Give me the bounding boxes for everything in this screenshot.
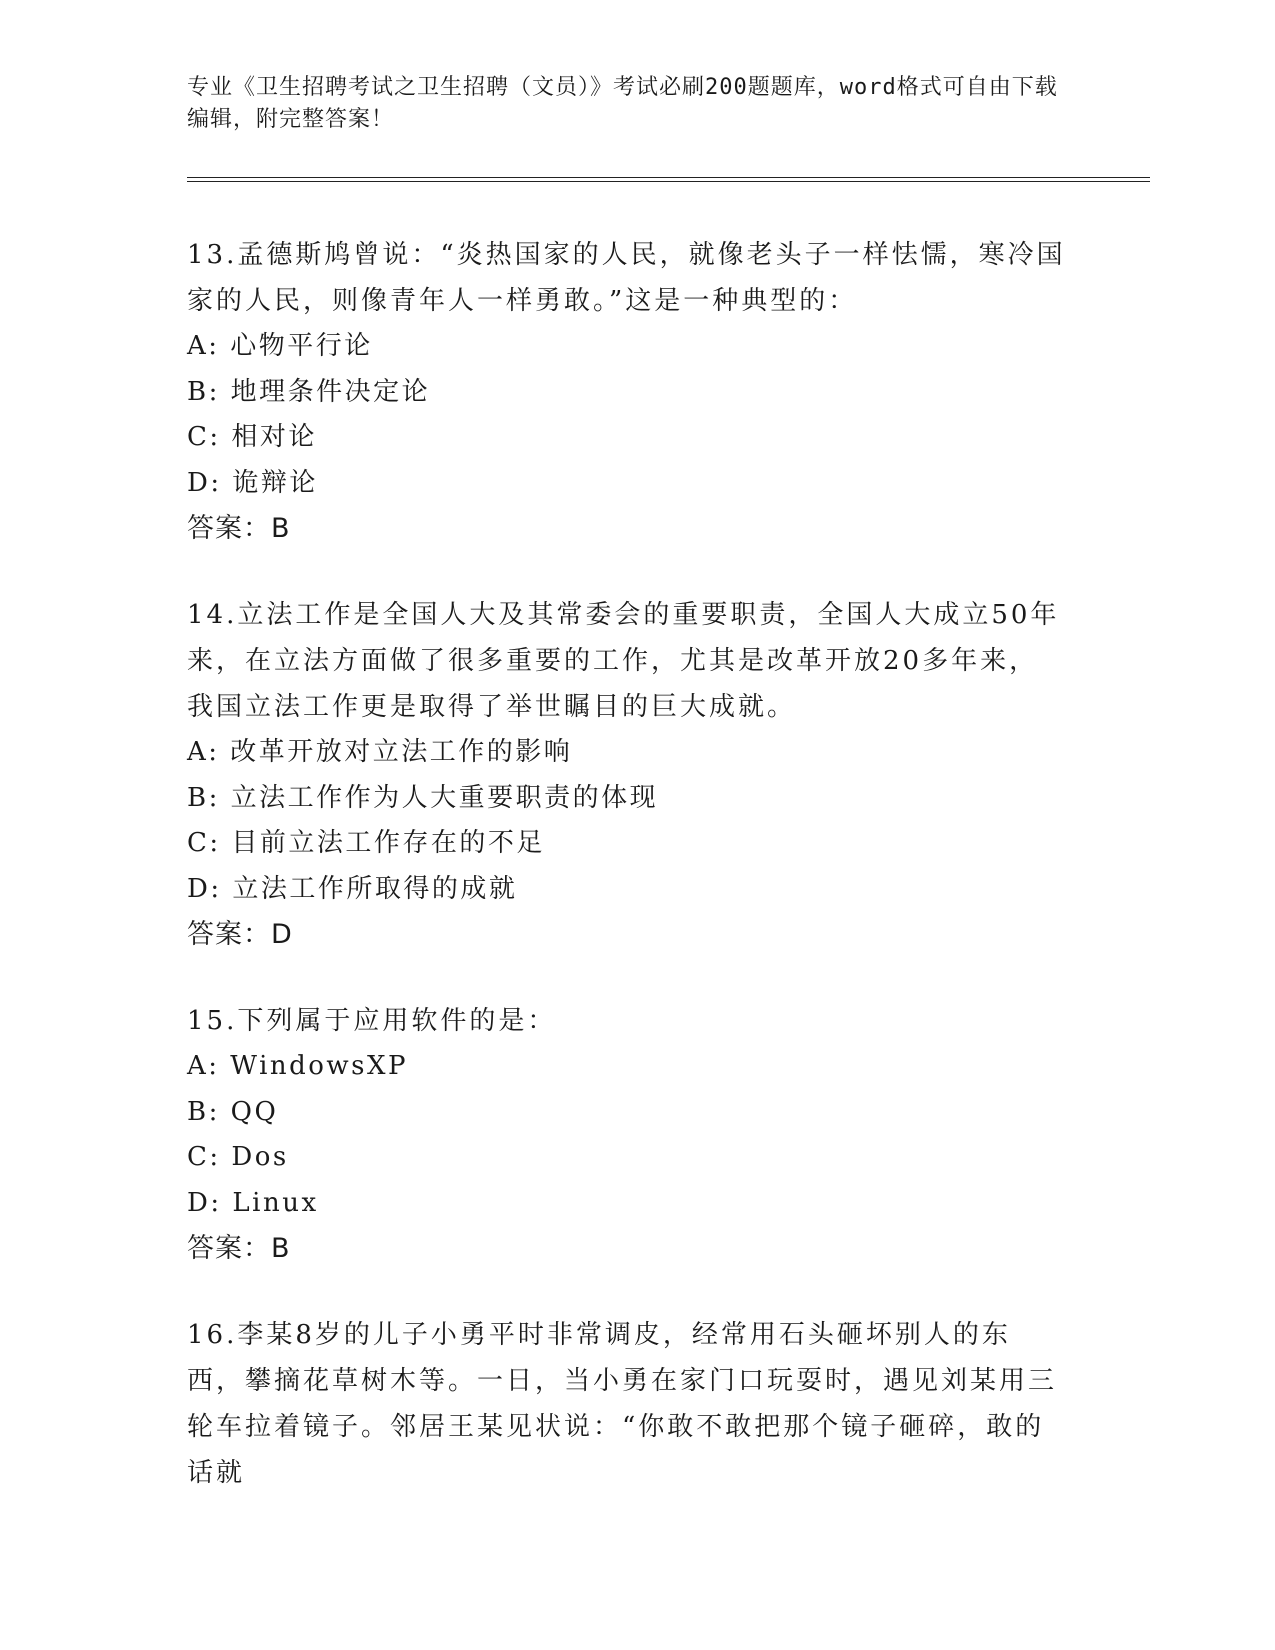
option-d: D: Linux: [187, 1187, 319, 1218]
option-b: B: 地理条件决定论: [187, 376, 431, 407]
document-header: 专业《卫生招聘考试之卫生招聘（文员）》考试必刷200题题库，word格式可自由下载编辑，附完整答案！: [187, 75, 1058, 132]
option-d: D: 诡辩论: [187, 467, 318, 498]
option-b: B: 立法工作作为人大重要职责的体现: [187, 782, 659, 813]
question-15: [187, 998, 1067, 1272]
option-a: A: 心物平行论: [187, 331, 373, 361]
question-stem: 15.下列属于应用软件的是：: [187, 1006, 557, 1036]
question-14: [187, 592, 1067, 958]
question-stem: 13.孟德斯鸠曾说：“炎热国家的人民，就像老头子一样怯懦，寒冷国家的人民，则像青年人一样勇敢。”这是一种典型的：: [187, 240, 1066, 316]
question-stem: 16.李某8岁的儿子小勇平时非常调皮，经常用石头砸坏别人的东西，攀摘花草树木等。一日，当小勇在家门口玩耍时，遇见刘某用三轮车拉着镜子。邻居王某见状说：“你敢不敢把那个镜子砸碎，敢的话就: [187, 1320, 1058, 1488]
option-a: A: WindowsXP: [187, 1051, 409, 1081]
option-a: A: 改革开放对立法工作的影响: [187, 737, 573, 767]
question-13: [187, 232, 1067, 552]
answer-line: 答案：B: [187, 513, 291, 544]
answer-line: 答案：D: [187, 919, 293, 950]
question-list: [187, 232, 1067, 1536]
question-stem: 14.立法工作是全国人大及其常委会的重要职责，全国人大成立50年来，在立法方面做了很多重要的工作，尤其是改革开放20多年来，我国立法工作更是取得了举世瞩目的巨大成就。: [187, 600, 1060, 722]
header-divider-top: [187, 177, 1150, 178]
option-c: C: 相对论: [187, 422, 317, 452]
question-16: [187, 1312, 1067, 1496]
header-divider-bottom: [187, 181, 1150, 182]
option-b: B: QQ: [187, 1096, 279, 1127]
option-c: C: 目前立法工作存在的不足: [187, 828, 545, 858]
option-c: C: Dos: [187, 1142, 289, 1172]
answer-line: 答案：B: [187, 1233, 291, 1264]
option-d: D: 立法工作所取得的成就: [187, 873, 518, 904]
